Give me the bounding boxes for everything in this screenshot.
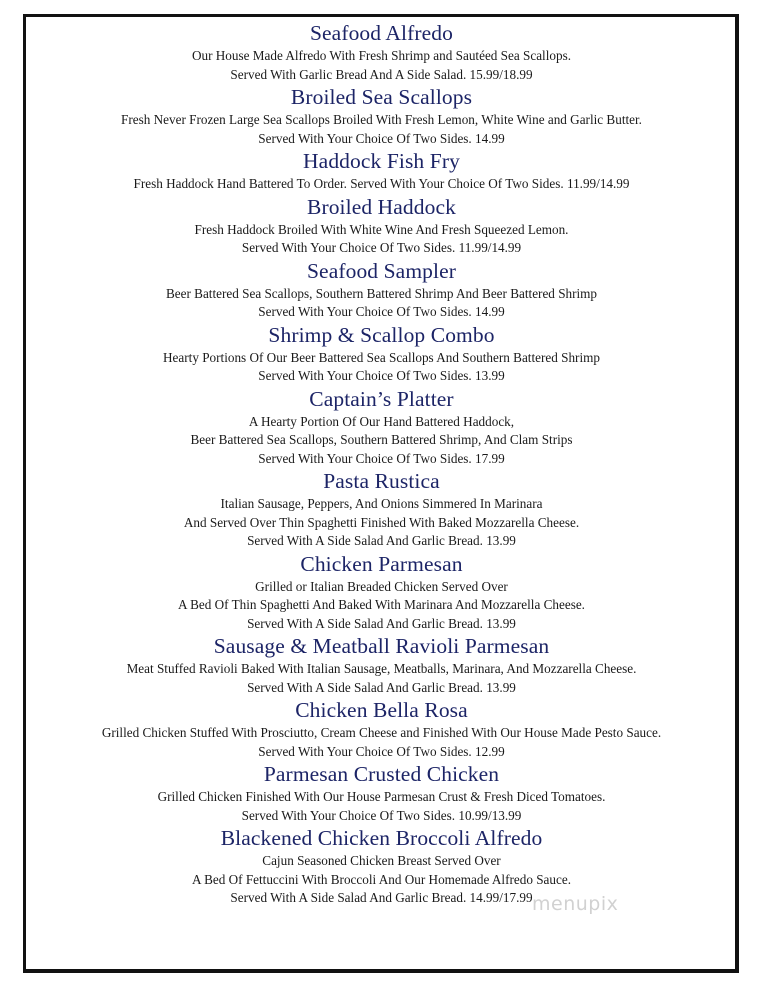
menu-item-title: Broiled Sea Scallops — [290, 85, 473, 109]
menu-item — [26, 761, 737, 825]
menu-item-description: Served With Your Choice Of Two Sides. 10.99/13.99 — [241, 807, 522, 823]
menu-item — [26, 84, 737, 148]
menu-item-description: Served With Your Choice Of Two Sides. 11.99/14.99 — [241, 240, 522, 255]
menu-item-title: Parmesan Crusted Chicken — [263, 762, 500, 786]
menu-item-title: Captain’s Platter — [309, 386, 454, 411]
menu-item-description: Served With Your Choice Of Two Sides. 17.99 — [258, 450, 505, 466]
menupix-watermark: menupix — [532, 893, 619, 915]
menu-item-title: Sausage & Meatball Ravioli Parmesan — [213, 634, 550, 658]
menu-item-description: Meat Stuffed Ravioli Baked With Italian Sausage, Meatballs, Marinara, And Mozzarella Cheese. — [126, 661, 637, 676]
menu-item — [26, 322, 737, 386]
menu-item-title: Seafood Alfredo — [309, 21, 453, 45]
menu-item-description: Grilled Chicken Stuffed With Prosciutto, Cream Cheese and Finished With Our House Made Pesto Sauce. — [101, 725, 662, 740]
menu-item — [26, 697, 737, 761]
menu-item-description: Cajun Seasoned Chicken Breast Served Over — [262, 853, 501, 868]
menu-item-description: Served With Garlic Bread And A Side Salad. 15.99/18.99 — [230, 66, 533, 82]
menu-item-description: Grilled Chicken Finished With Our House Parmesan Crust & Fresh Diced Tomatoes. — [157, 789, 606, 804]
menu-item-description: Fresh Never Frozen Large Sea Scallops Broiled With Fresh Lemon, White Wine and Garlic Butter. — [121, 112, 642, 127]
menu-item — [26, 148, 737, 194]
menu-item-title: Seafood Sampler — [307, 258, 456, 283]
menu-item-description: Fresh Haddock Broiled With White Wine And Fresh Squeezed Lemon. — [194, 221, 569, 237]
menu-item-description: Grilled or Italian Breaded Chicken Served Over — [255, 578, 508, 594]
menu-item — [26, 20, 737, 84]
menu-item-description: And Served Over Thin Spaghetti Finished With Baked Mozzarella Cheese. — [183, 514, 580, 530]
menu-item-description: A Hearty Portion Of Our Hand Battered Haddock, — [248, 413, 515, 429]
menu-item-title: Chicken Parmesan — [300, 551, 463, 576]
menu-item-description: Served With Your Choice Of Two Sides. 14.99 — [258, 130, 505, 146]
menu-item — [26, 468, 737, 551]
menu-item-description: Served With A Side Salad And Garlic Bread. 13.99 — [247, 679, 516, 695]
menu-item-description: Beer Battered Sea Scallops, Southern Battered Shrimp And Beer Battered Shrimp — [165, 285, 598, 301]
menu-item — [26, 194, 737, 258]
menu-item — [26, 551, 737, 634]
menu-item-description: Hearty Portions Of Our Beer Battered Sea Scallops And Southern Battered Shrimp — [163, 349, 600, 365]
menu-item-description: Served With A Side Salad And Garlic Bread. 13.99 — [247, 615, 516, 631]
menu-item — [26, 258, 737, 322]
menu-item-description: Fresh Haddock Hand Battered To Order. Served With Your Choice Of Two Sides. 11.99/14.99 — [133, 176, 630, 191]
menu-item-description: Served With Your Choice Of Two Sides. 12.99 — [258, 743, 505, 759]
menu-item-description: Served With Your Choice Of Two Sides. 14.99 — [258, 304, 505, 319]
menu-item-title: Chicken Bella Rosa — [295, 698, 468, 722]
menu-item-description: A Bed Of Fettuccini With Broccoli And Our Homemade Alfredo Sauce. — [191, 871, 571, 887]
menu-item — [26, 386, 737, 469]
menu-item-title: Blackened Chicken Broccoli Alfredo — [220, 826, 543, 850]
menu-item-description: Italian Sausage, Peppers, And Onions Simmered In Marinara — [220, 496, 543, 511]
menu-item-description: Our House Made Alfredo With Fresh Shrimp and Sautéed Sea Scallops. — [191, 48, 572, 63]
menu-item-title: Haddock Fish Fry — [303, 149, 460, 173]
menu-item — [26, 633, 737, 697]
menu-item-description: Served With A Side Salad And Garlic Bread. 14.99/17.99 — [230, 890, 533, 905]
menu-item-description: A Bed Of Thin Spaghetti And Baked With Marinara And Mozzarella Cheese. — [178, 597, 585, 612]
menu-item — [26, 825, 737, 908]
menu-item-title: Shrimp & Scallop Combo — [268, 322, 495, 347]
menu-item-title: Broiled Haddock — [307, 194, 456, 219]
menu-item-description: Served With A Side Salad And Garlic Bread. 13.99 — [247, 533, 516, 548]
menu-list — [26, 20, 737, 908]
menu-item-title: Pasta Rustica — [323, 469, 440, 493]
menu-item-description: Beer Battered Sea Scallops, Southern Battered Shrimp, And Clam Strips — [190, 432, 573, 447]
menu-item-description: Served With Your Choice Of Two Sides. 13.99 — [258, 368, 505, 383]
